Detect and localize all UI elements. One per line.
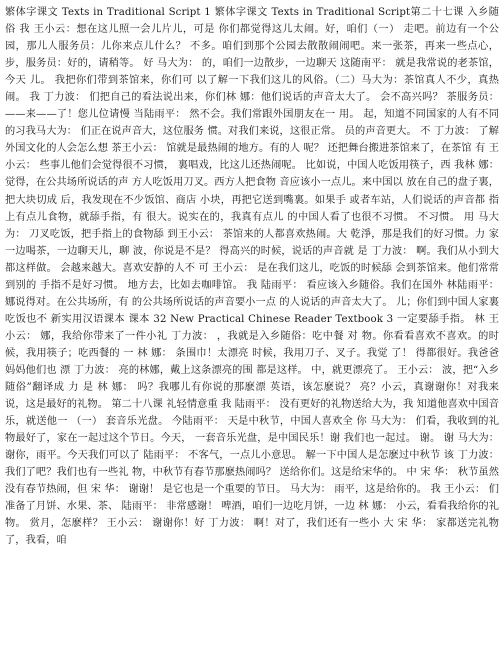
document-body-text: 繁体字课文 Texts in Traditional Script 1 繁体字课文 Texts in Traditional Script第二十七课 入乡随俗 我 王小云：想在这儿照一会儿片儿，可是 你们都觉得这儿太闹。好，咱们（一） 走吧。前边有一个公园，那儿人服务员：儿你来点儿什么？ 不多。咱们到那个公园去散散闹闹吧。来一张茶，再来一些点心， 步，服务员：好的，请稍等。 好 马大为： 的，咱们一边散步，一边聊天 这随南平： 就是我常说的老茶馆，今天 儿。 我把你们带到茶馆来，你们可 以了解一下我们这儿的风俗。（二）马大为：茶馆真人不少，真热闹。 我 丁力波： 们把自己的看法说出来，你们林 娜：他们说话的声音太大了。 会不高兴吗？ 茶服务员：——来——了！您儿位请慢 当陆雨平： 然不会。我们常跟外国朋友在一 用。 起，知道不同国家的人有不同的习我马大为： 们正在说声音大，这位服务 惯。对我们来说，这很正常。 员的声音更大。 不 丁力波： 了解外国文化的人会怎么想 茶王小云： 馆就是最热闹的地方。有的人 呢？ 还把舞台搬进茶馆来了，在茶馆 有 王小云： 些事儿他们会觉得很不习惯， 裏唱戏，比这儿还热闹呢。 比如说，中国人吃饭用筷子，西 我林 娜： 觉得，在公共场所说话的声 方人吃饭用刀叉。西方人把食物 音应该小一点儿。来中国以 放在自己的盘子裏，把大块切成 后，我发现在不少饭馆、商店 小块，再把它送到嘴裏。如果手 或者车站，人们说话的声音都 指上有点儿食物，就舔手指，有 很大。说实在的，我真有点儿 的中国人看了也很不习惯。 不习惯。 用 马大为： 刀叉吃饭，把手指上的食物舔 到王小云： 茶馆来的人都喜欢热闹。大 乾淨，那是我们的好习惯。力 家一边喝茶，一边聊天儿，聊 波，你说是不是？ 得高兴的时候，说话的声音就 是 丁力波： 啊。我们从小到大都这样做。 会越来越大。喜欢安静的人不 可 王小云： 是在我们这儿，吃饭的时候舔 会到茶馆来。他们常常到别的 手指不是好习惯。 地方去，比如去咖啡馆。 我 陆雨平： 看应该入乡随俗。我们在国外 林陆雨平： 娜说得对。在公共场所，有 的公共场所说话的声音要小一点 的人说话的声音太大了。 儿；你们到中国人家裏吃饭也不 新实用汉语课本 课本 32 New Practical Chinese Reader Textbook 3 一定要舔手指。 林 王小云： 娜，我给你带来了一件小礼 丁力波： ，我就是入乡随俗：吃中餐 对 物。你看看喜欢不喜欢。的时候，我用筷子；吃西餐的 一 林 娜： 条围巾！太漂亮 时候，我用刀子、叉子。我觉 了！ 得都很好。我爸爸妈妈他们也 漂 丁力波： 亮的林娜，戴上这条漂亮的围 都是这样。 中，就更漂亮了。 王小云： 波，把“入乡随俗”翻译成 力 是 林 娜： 吗？我哪儿有你说的那麽漂 英语，该怎麽说？ 亮？小云，真谢谢你！对我来 说，这是最好的礼物。 第二十八课 礼轻情意重 我 陆雨平： 没有更好的礼物送给大为，我 知道他喜欢中国音乐，就送他一 （一） 套音乐光盘。 今陆雨平： 天是中秋节，中国人喜欢全 你 马大为： 们看，我收到的礼物最好了，家在一起过这个节日。今天， 一套音乐光盘，是中国民乐！谢 我们也一起过。 谢。 谢 马大为： 谢你，雨平。今天我们可以了 陆雨平： 不客气，一点儿小意思。 解一下中国人是怎麽过中秋节 该 丁力波： 我们了吧？我们也有一些礼 物，中秋节有春节那麽热闹吗？ 送给你们。这是给宋华的。 中 宋 华： 秋节虽然没有春节热闹，但 宋 华： 谢谢！ 是它也是一个重要的节日。 马大为： 雨平，这是给你的。 我 王小云： 们准备了月饼、水果、茶、 陆雨平： 非常感谢！ 啤酒，咱们一边吃月饼，一边 林 娜： 小云，看看我给你的礼物。 赏月，怎麽样？ 王小云： 谢谢你！好 丁力波： 啊！对了，我们还有一些小 大 宋 华： 家都送完礼物了，我看，咱 — [5, 7, 499, 547]
